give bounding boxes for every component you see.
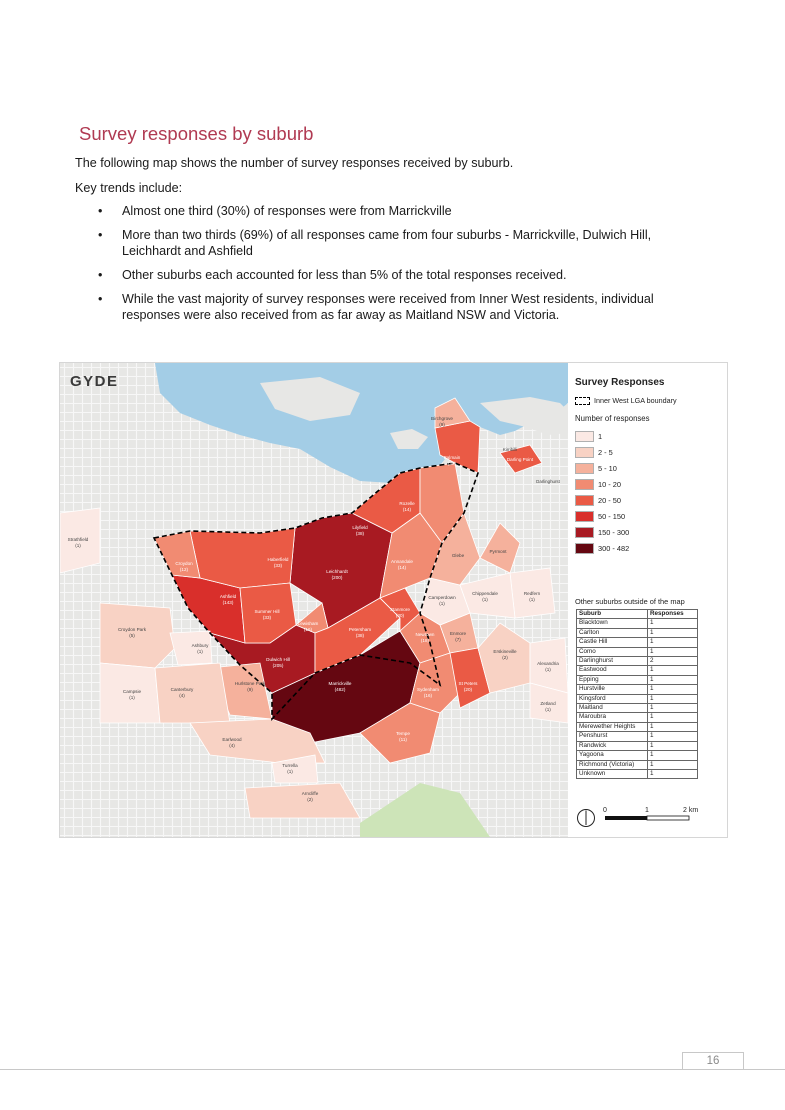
bullet-icon: • (98, 204, 103, 218)
suburb-label: Chippendale (472, 591, 498, 596)
suburb-label: Lewisham (297, 621, 319, 626)
suburb-count-label: (9) (439, 422, 445, 427)
bullet-item (98, 267, 698, 283)
bullet-icon: • (98, 228, 103, 242)
gyde-logo: GYDE (70, 373, 119, 390)
responses-cell: 1 (648, 619, 698, 628)
table-row (577, 751, 698, 760)
legend-swatch (575, 527, 594, 538)
suburb-count-label: (1) (529, 597, 535, 602)
bullet-icon: • (98, 292, 103, 306)
lga-boundary-label: Inner West LGA boundary (594, 396, 677, 405)
map-legend-panel (568, 363, 727, 837)
suburb-count-label: (1) (129, 695, 135, 700)
responses-cell: 1 (648, 760, 698, 769)
suburb-count-label: (4) (229, 743, 235, 748)
bullet-item (98, 203, 698, 219)
suburb-count-label: (14) (397, 565, 407, 570)
suburb-cell: Maitland (577, 704, 648, 713)
region-arncliffe (245, 783, 360, 818)
suburb-label: Marrickville (328, 681, 352, 686)
suburb-cell: Como (577, 647, 648, 656)
legend-item (575, 492, 629, 508)
bullet-text: Almost one third (30%) of responses were from Marrickville (122, 204, 452, 218)
responses-cell: 1 (648, 638, 698, 647)
bullet-text: While the vast majority of survey responses were received from Inner West residents, individual responses were also received from as far away as Maitland NSW and Victoria. (122, 292, 654, 322)
suburb-label: Birchgrove (431, 416, 453, 421)
suburb-label: Earlwood (222, 737, 242, 742)
suburb-label: Dulwich Hill (266, 657, 290, 662)
responses-cell: 1 (648, 628, 698, 637)
number-of-responses-title: Number of responses (575, 414, 650, 423)
bullet-item (98, 227, 698, 259)
suburb-count-label: (5) (129, 633, 135, 638)
table-row (577, 675, 698, 684)
legend-item (575, 524, 629, 540)
table-row (577, 638, 698, 647)
legend-item (575, 428, 629, 444)
suburb-count-label: (20) (463, 687, 473, 692)
responses-cell: 1 (648, 741, 698, 750)
legend-item (575, 508, 629, 524)
suburb-label: Croydon Park (117, 627, 147, 632)
suburb-label: Balmain (443, 455, 461, 460)
suburb-count-label: (38) (355, 531, 365, 536)
suburb-label: Erskineville (493, 649, 517, 654)
scale-segment-dark (605, 816, 647, 820)
suburb-cell: Richmond (Victoria) (577, 760, 648, 769)
suburb-label: Zetland (540, 701, 556, 706)
legend-swatch (575, 479, 594, 490)
suburb-count-label: (1) (545, 667, 551, 672)
legend-swatch (575, 463, 594, 474)
responses-cell: 2 (648, 657, 698, 666)
suburb-count-label: (16) (423, 693, 433, 698)
suburb-cell: Darlinghurst (577, 657, 648, 666)
legend-swatches (575, 428, 629, 556)
suburb-cell: Blacktown (577, 619, 648, 628)
suburb-label: Redfern (523, 591, 541, 596)
legend-label: 150 - 300 (598, 527, 630, 537)
dashed-boundary-icon (575, 397, 590, 405)
suburb-label: Croydon (175, 561, 193, 566)
suburb-map (60, 363, 568, 837)
legend-label: 5 - 10 (598, 463, 617, 473)
scale-mid-label: 1 (645, 807, 649, 814)
suburb-count-label: (1) (75, 543, 81, 548)
legend-swatch (575, 447, 594, 458)
suburb-label: Leichhardt (326, 569, 348, 574)
suburb-cell: Yagoona (577, 751, 648, 760)
place-label: Darlinghurst (536, 479, 560, 484)
legend-swatch (575, 511, 594, 522)
suburb-label: Turrella (282, 763, 298, 768)
table-row (577, 760, 698, 769)
suburb-cell: Eastwood (577, 666, 648, 675)
suburb-label: Tempe (396, 731, 410, 736)
legend-swatch (575, 495, 594, 506)
legend-item (575, 476, 629, 492)
suburb-count-label: (38) (355, 633, 365, 638)
suburb-count-label: (33) (273, 563, 283, 568)
column-header-responses: Responses (648, 610, 698, 619)
table-row (577, 769, 698, 778)
suburb-cell: Merewether Heights (577, 722, 648, 731)
responses-cell: 1 (648, 751, 698, 760)
suburb-label: Canterbury (170, 687, 194, 692)
suburb-label: Rozelle (399, 501, 415, 506)
suburb-count-label: (14) (402, 507, 412, 512)
legend-label: 10 - 20 (598, 479, 622, 489)
legend-item (575, 460, 629, 476)
legend-item (575, 540, 629, 556)
other-suburbs-rows (577, 619, 698, 779)
suburb-label: Summer Hill (254, 609, 280, 614)
legend-label: 20 - 50 (598, 495, 622, 505)
scale-end-label: 2 km (683, 807, 699, 814)
suburb-label: Newtown (415, 632, 435, 637)
responses-cell: 1 (648, 769, 698, 778)
table-row (577, 694, 698, 703)
responses-cell: 1 (648, 694, 698, 703)
region-croydon-park (100, 603, 175, 668)
bullet-text: More than two thirds (69%) of all responses came from four suburbs - Marrickville, Dulwich Hill, Leichhardt and Ashfield (122, 228, 652, 258)
table-row (577, 741, 698, 750)
scale-bar (575, 801, 720, 831)
region-canterbury (155, 663, 230, 723)
suburb-count-label: (1) (197, 649, 203, 654)
table-header-row (577, 610, 698, 619)
suburb-label: Annandale (391, 559, 413, 564)
survey-map-figure (59, 362, 728, 838)
suburb-count-label: (1) (482, 597, 488, 602)
table-row (577, 722, 698, 731)
responses-cell: 1 (648, 713, 698, 722)
suburb-count-label: (18) (420, 638, 430, 643)
responses-cell: 1 (648, 666, 698, 675)
page-number-box (682, 1052, 744, 1070)
scale-start-label: 0 (603, 807, 607, 814)
legend-item (575, 444, 629, 460)
suburb-count-label: (16) (303, 627, 313, 632)
suburb-cell: Maroubra (577, 713, 648, 722)
suburb-label: Stanmore (390, 607, 410, 612)
suburb-label: Glebe (451, 553, 465, 558)
responses-cell: 1 (648, 685, 698, 694)
suburb-label: Enmore (449, 631, 467, 636)
suburb-label: Pyrmont (489, 549, 507, 554)
legend-title: Survey Responses (575, 377, 665, 388)
responses-cell: 1 (648, 704, 698, 713)
lga-boundary-key (575, 396, 677, 405)
footer-divider (0, 1069, 785, 1070)
table-row (577, 628, 698, 637)
suburb-count-label: (1) (287, 769, 293, 774)
suburb-cell: Randwick (577, 741, 648, 750)
suburb-label: Haberfield (267, 557, 289, 562)
suburb-cell: Castle Hill (577, 638, 648, 647)
table-row (577, 647, 698, 656)
key-trends-list (98, 203, 698, 331)
suburb-count-label: (7) (455, 637, 461, 642)
suburb-count-label: (1) (439, 601, 445, 606)
suburb-label: Alexandria (537, 661, 559, 666)
table-row (577, 685, 698, 694)
intro-text: The following map shows the number of survey responses received by suburb. (75, 156, 514, 170)
suburb-label: Camperdown (428, 595, 456, 600)
bullet-item (98, 291, 698, 323)
suburb-label: Sydenham (417, 687, 439, 692)
suburb-label: Campsie (122, 689, 142, 694)
responses-cell: 1 (648, 675, 698, 684)
suburb-label: Ashfield (219, 594, 237, 599)
suburb-count-label: (482) (334, 687, 346, 692)
suburb-label: Petersham (348, 627, 372, 632)
page-number: 16 (706, 1055, 720, 1067)
legend-label: 300 - 482 (598, 543, 630, 553)
suburb-count-label: (32) (447, 461, 457, 466)
place-label: Kirribilli (502, 447, 518, 452)
bullet-text: Other suburbs each accounted for less than 5% of the total responses received. (122, 268, 567, 282)
table-row (577, 657, 698, 666)
suburb-cell: Epping (577, 675, 648, 684)
suburb-count-label: (2) (502, 655, 508, 660)
suburb-count-label: (205) (272, 663, 284, 668)
suburb-label: Lilyfield (352, 525, 368, 530)
responses-cell: 1 (648, 722, 698, 731)
suburb-count-label: (12) (179, 567, 189, 572)
suburb-cell: Unknown (577, 769, 648, 778)
table-row (577, 666, 698, 675)
responses-cell: 1 (648, 732, 698, 741)
page-title: Survey responses by suburb (79, 123, 314, 144)
key-trends-heading: Key trends include: (75, 181, 183, 195)
choropleth-map (60, 363, 568, 837)
responses-cell: 1 (648, 647, 698, 656)
suburb-count-label: (1) (545, 707, 551, 712)
suburb-count-label: (33) (262, 615, 272, 620)
table-row (577, 704, 698, 713)
table-row (577, 619, 698, 628)
bullet-icon: • (98, 268, 103, 282)
table-row (577, 713, 698, 722)
legend-label: 1 (598, 431, 603, 441)
suburb-label: Strathfield (67, 537, 89, 542)
suburb-count-label: (9) (247, 687, 253, 692)
suburb-cell: Penshurst (577, 732, 648, 741)
other-suburbs-table (576, 609, 698, 779)
suburb-cell: Kingsford (577, 694, 648, 703)
suburb-cell: Hurstville (577, 685, 648, 694)
suburb-label: Arncliffe (301, 791, 319, 796)
other-suburbs-title: Other suburbs outside of the map (575, 597, 685, 606)
scale-segment-light (647, 816, 689, 820)
legend-swatch (575, 431, 594, 442)
suburb-count-label: (4) (179, 693, 185, 698)
suburb-count-label: (30) (395, 613, 405, 618)
suburb-count-label: (2) (307, 797, 313, 802)
legend-swatch (575, 543, 594, 554)
suburb-count-label: (11) (399, 737, 407, 742)
suburb-label: Ashbury (191, 643, 209, 648)
suburb-label: St Peters (458, 681, 478, 686)
suburb-label: Hurlstone Park (234, 681, 266, 686)
suburb-cell: Carlton (577, 628, 648, 637)
table-row (577, 732, 698, 741)
suburb-label: Darling Point (506, 457, 534, 462)
suburb-count-label: (143) (222, 600, 234, 605)
suburb-count-label: (200) (331, 575, 343, 580)
column-header-suburb: Suburb (577, 610, 648, 619)
legend-label: 50 - 150 (598, 511, 626, 521)
legend-label: 2 - 5 (598, 447, 613, 457)
